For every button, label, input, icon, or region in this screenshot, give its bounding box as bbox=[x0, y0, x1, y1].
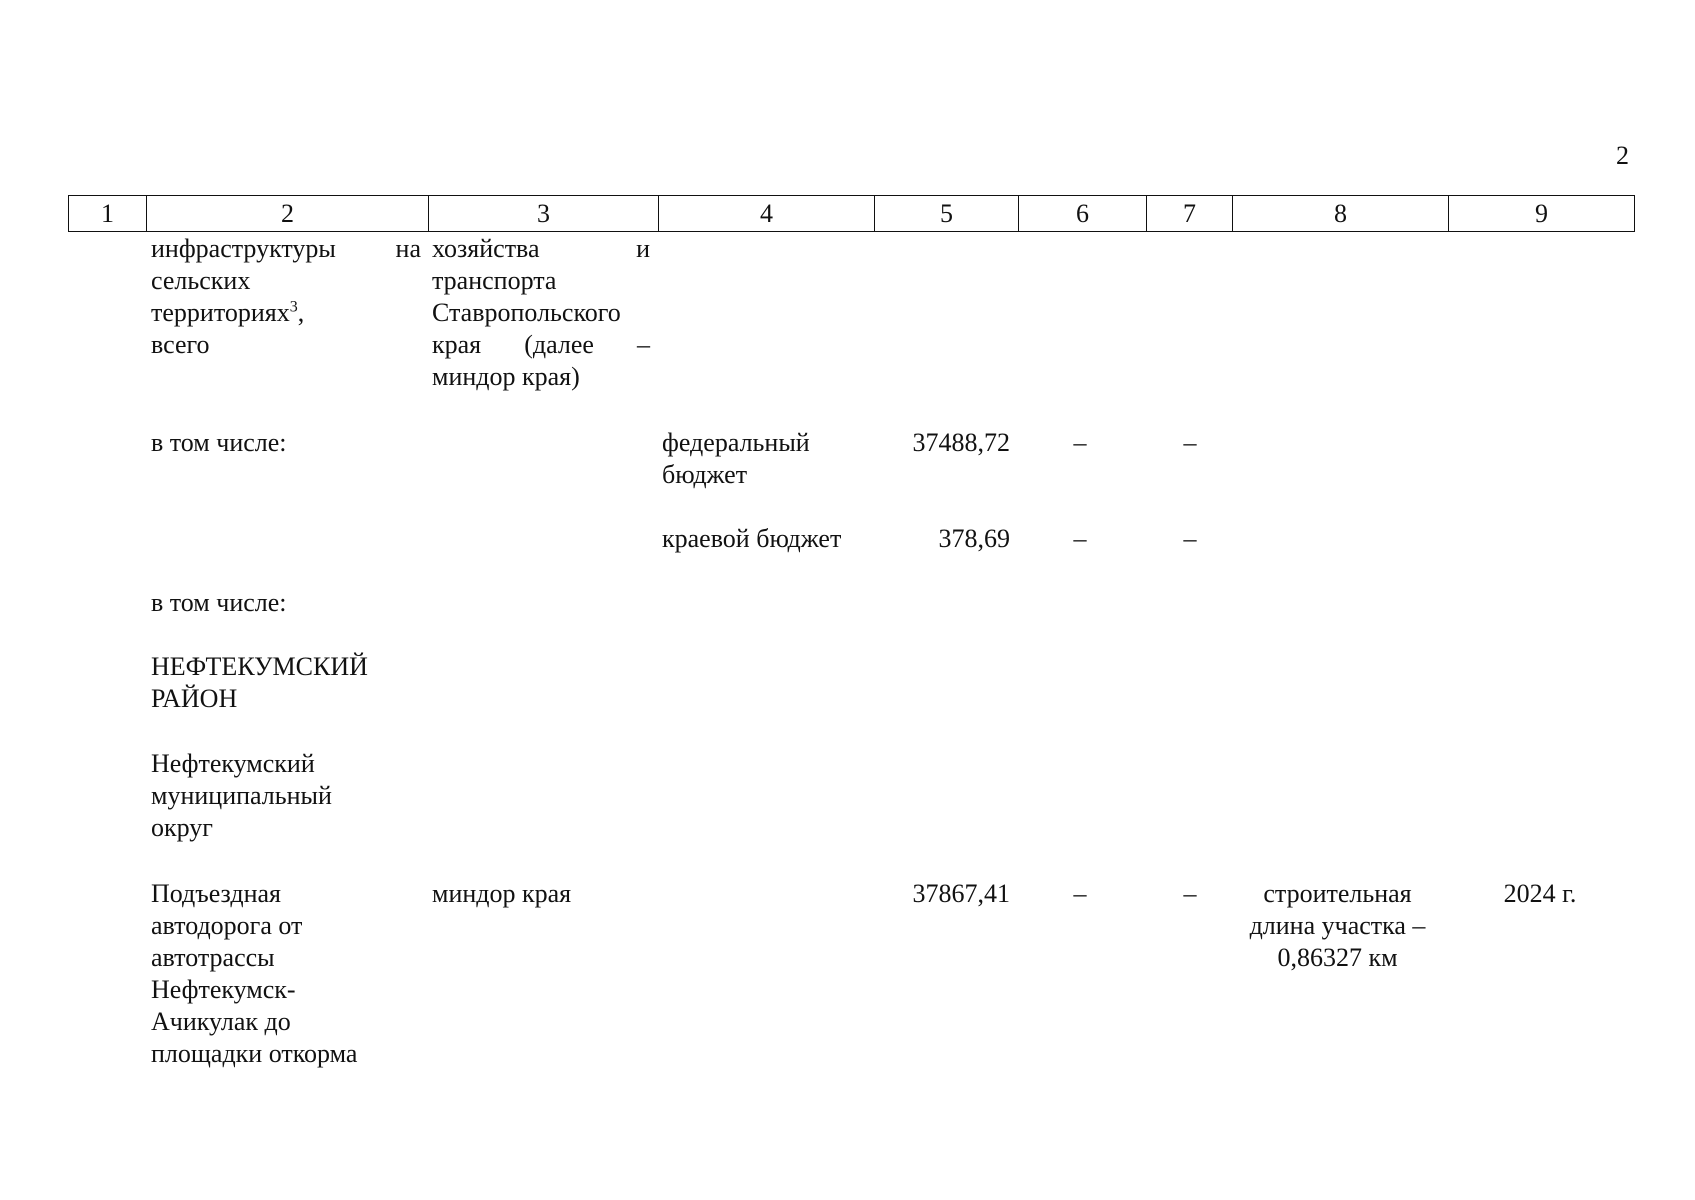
object-result-line: строительная bbox=[1263, 879, 1412, 908]
municipality-line: округ bbox=[151, 813, 213, 842]
amount-federal: 37488,72 bbox=[912, 428, 1010, 457]
label-including-2: в том числе: bbox=[151, 588, 287, 617]
program-name-continued bbox=[151, 233, 421, 361]
municipality-line: Нефтекумский bbox=[151, 749, 315, 778]
funding-source-federal bbox=[662, 427, 872, 491]
district-line: НЕФТЕКУМСКИЙ bbox=[151, 652, 368, 681]
col6-regional: – bbox=[1073, 524, 1087, 553]
object-result-line: 0,86327 км bbox=[1277, 943, 1398, 972]
object-deadline: 2024 г. bbox=[1503, 879, 1577, 908]
executor-word: (далее bbox=[524, 330, 594, 359]
municipality-line: муниципальный bbox=[151, 781, 332, 810]
municipality-name bbox=[151, 748, 421, 844]
object-name-line: Подъездная bbox=[151, 879, 281, 908]
object-name-line: автодорога от bbox=[151, 911, 303, 940]
col7-federal: – bbox=[1183, 428, 1197, 457]
executor-word: края bbox=[432, 330, 482, 359]
amount-regional: 378,69 bbox=[938, 524, 1010, 553]
funding-source-line: бюджет bbox=[662, 460, 748, 489]
column-number-3: 3 bbox=[429, 196, 659, 232]
district-line: РАЙОН bbox=[151, 684, 238, 713]
executor-word: – bbox=[636, 330, 650, 359]
funding-source-line: федеральный bbox=[662, 428, 810, 457]
object-amount: 37867,41 bbox=[912, 879, 1010, 908]
object-name bbox=[151, 878, 421, 1070]
object-col6: – bbox=[1073, 879, 1087, 908]
object-result bbox=[1230, 878, 1445, 974]
program-name-word: на bbox=[395, 234, 421, 263]
column-number-9: 9 bbox=[1449, 196, 1635, 232]
program-name-line: всего bbox=[151, 330, 210, 359]
column-number-6: 6 bbox=[1019, 196, 1147, 232]
column-number-7: 7 bbox=[1147, 196, 1233, 232]
object-name-line: Нефтекумск- bbox=[151, 975, 296, 1004]
column-number-8: 8 bbox=[1233, 196, 1449, 232]
col6-federal: – bbox=[1073, 428, 1087, 457]
district-name bbox=[151, 651, 421, 715]
object-col7: – bbox=[1183, 879, 1197, 908]
object-name-line: Ачикулак до bbox=[151, 1007, 291, 1036]
label-including-1: в том числе: bbox=[151, 428, 287, 457]
executor-word: и bbox=[636, 234, 650, 263]
executor-line: транспорта bbox=[432, 266, 557, 295]
column-number-1: 1 bbox=[69, 196, 147, 232]
column-number-5: 5 bbox=[875, 196, 1019, 232]
column-number-4: 4 bbox=[659, 196, 875, 232]
footnote-mark: 3 bbox=[289, 298, 298, 316]
executor-word: хозяйства bbox=[432, 234, 540, 263]
table-header-row bbox=[68, 195, 1635, 232]
col7-regional: – bbox=[1183, 524, 1197, 553]
executor-continued bbox=[432, 233, 650, 393]
object-name-line: площадки откорма bbox=[151, 1039, 358, 1068]
executor-line: миндор края) bbox=[432, 362, 580, 391]
page-number: 2 bbox=[1616, 141, 1629, 170]
object-name-line: автотрассы bbox=[151, 943, 275, 972]
program-name-line: территориях bbox=[151, 298, 290, 327]
object-executor: миндор края bbox=[432, 879, 572, 908]
executor-line: Ставропольского bbox=[432, 298, 621, 327]
object-result-line: длина участка – bbox=[1249, 911, 1426, 940]
funding-source-regional: краевой бюджет bbox=[662, 524, 842, 553]
program-name-line: сельских bbox=[151, 266, 251, 295]
program-name-word: инфраструктуры bbox=[151, 234, 336, 263]
program-name-punct: , bbox=[297, 298, 305, 327]
column-number-2: 2 bbox=[147, 196, 429, 232]
